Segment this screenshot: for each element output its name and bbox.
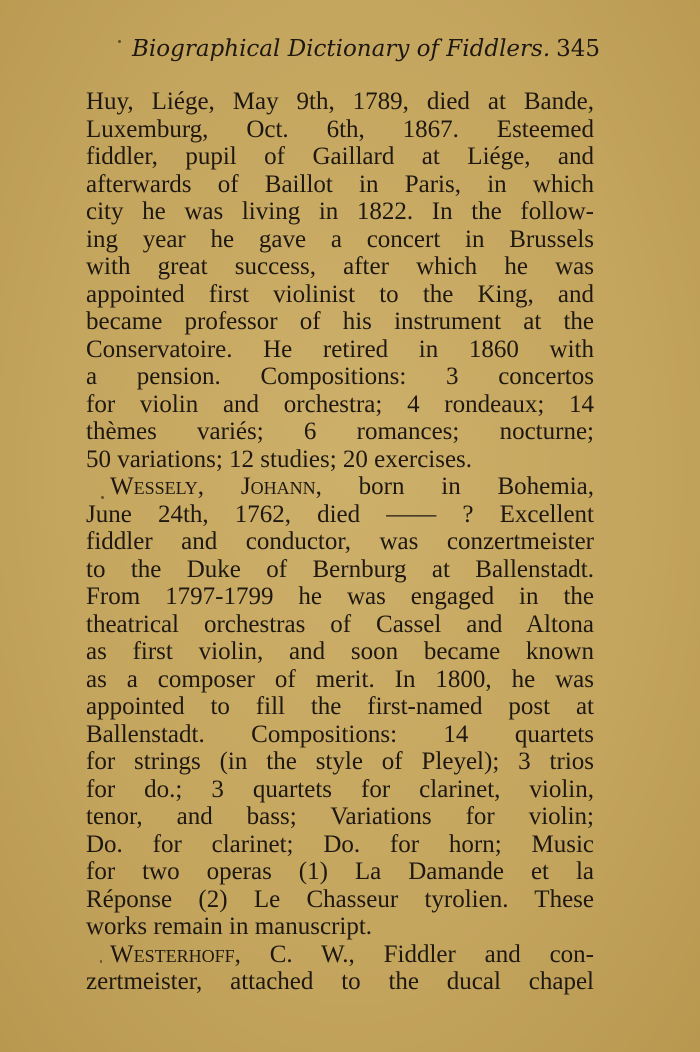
text-line: became professor of his instrument at the xyxy=(86,308,594,335)
text-line: Huy, Liége, May 9th, 1789, died at Bande, xyxy=(86,88,594,115)
text-line: Conservatoire. He retired in 1860 with xyxy=(86,335,594,363)
entry-text: Fiddler and con- xyxy=(354,940,594,968)
body-text xyxy=(86,88,594,996)
text-line: for two operas (1) La Damande et la xyxy=(86,858,594,885)
text-line: to the Duke of Bernburg at Ballenstadt. xyxy=(86,555,594,583)
text-line: as first violin, and soon became known xyxy=(86,638,594,665)
text-line: thèmes variés; 6 romances; nocturne; xyxy=(86,418,594,445)
text-line: fiddler and conductor, was conzertmeister xyxy=(86,528,594,555)
text-line: as a composer of merit. In 1800, he was xyxy=(86,665,594,693)
text-line: From 1797-1799 he was engaged in the xyxy=(86,583,594,610)
text-line: theatrical orchestras of Cassel and Altona xyxy=(86,610,594,638)
entry-heading-line xyxy=(86,941,594,969)
running-title: Biographical Dictionary of Fiddlers. xyxy=(132,36,551,62)
text-line: 50 variations; 12 studies; 20 exercises. xyxy=(86,445,473,473)
text-line: appointed to fill the first-named post at xyxy=(86,693,594,720)
text-line: Do. for clarinet; Do. for horn; Music xyxy=(86,830,594,858)
text-line: tenor, and bass; Variations for violin; xyxy=(86,803,594,830)
page-number: 345 xyxy=(556,36,600,62)
text-line: Réponse (2) Le Chasseur tyrolien. These xyxy=(86,885,594,913)
text-line: for violin and orchestra; 4 rondeaux; 14 xyxy=(86,390,594,418)
text-line: zertmeister, attached to the ducal chapel xyxy=(86,968,594,995)
text-line: city he was living in 1822. In the follow- xyxy=(86,198,594,225)
text-line: fiddler, pupil of Gaillard at Liége, and xyxy=(86,143,594,170)
text-line: a pension. Compositions: 3 concertos xyxy=(86,363,594,390)
entry-heading-line xyxy=(86,473,594,501)
paper-speck xyxy=(100,960,102,963)
text-line: June 24th, 1762, died —— ? Excellent xyxy=(86,500,594,528)
text-line: with great success, after which he was xyxy=(86,253,594,280)
entry-name: Westerhoff, C. W., xyxy=(110,940,355,968)
text-line: ing year he gave a concert in Brussels xyxy=(86,225,594,253)
paper-speck xyxy=(118,40,121,43)
running-header xyxy=(120,36,600,70)
entry-name: Wessely, Johann, xyxy=(110,473,322,500)
text-line: for strings (in the style of Pleyel); 3 trios xyxy=(86,748,594,775)
text-line: Luxemburg, Oct. 6th, 1867. Esteemed xyxy=(86,115,594,143)
text-line: afterwards of Baillot in Paris, in which xyxy=(86,170,594,198)
text-line: appointed first violinist to the King, and xyxy=(86,280,594,308)
text-line: works remain in manuscript. xyxy=(86,913,373,940)
text-line: Ballenstadt. Compositions: 14 quartets xyxy=(86,720,594,748)
paper-speck xyxy=(101,496,104,499)
entry-text: born in Bohemia, xyxy=(321,473,594,500)
text-line: for do.; 3 quartets for clarinet, violin, xyxy=(86,775,594,803)
